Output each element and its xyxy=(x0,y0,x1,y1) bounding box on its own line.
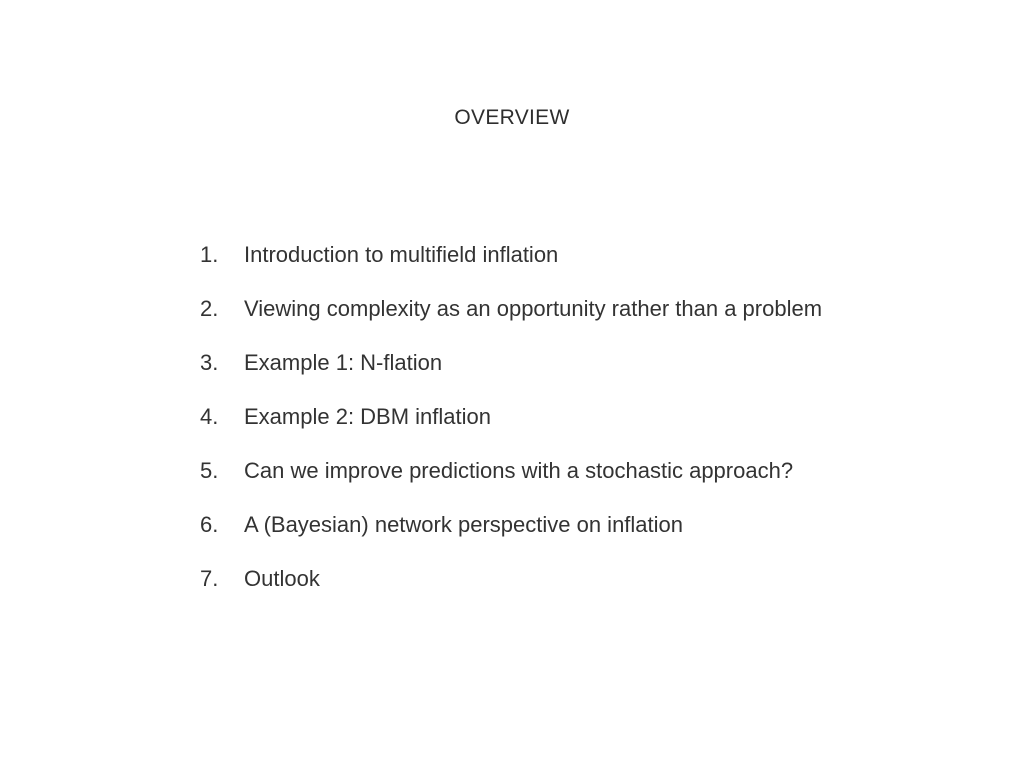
agenda-item xyxy=(200,404,822,458)
agenda-item-text: Can we improve predictions with a stochastic approach? xyxy=(244,458,794,483)
agenda-item xyxy=(200,566,822,620)
agenda-item xyxy=(200,296,822,350)
agenda-item-number: 4. xyxy=(200,404,219,429)
agenda-item-text: Introduction to multifield inflation xyxy=(244,242,559,267)
agenda-list xyxy=(200,242,822,620)
agenda-item xyxy=(200,458,822,512)
agenda-item xyxy=(200,512,822,566)
agenda-item-text: Example 1: N-flation xyxy=(244,350,443,375)
agenda-item-number: 5. xyxy=(200,458,219,483)
agenda-item-text: Outlook xyxy=(244,566,320,591)
agenda-item-number: 6. xyxy=(200,512,219,537)
agenda-item-text: A (Bayesian) network perspective on inflation xyxy=(244,512,684,537)
agenda-item xyxy=(200,350,822,404)
agenda-item-text: Viewing complexity as an opportunity rather than a problem xyxy=(244,296,823,321)
agenda-item-number: 1. xyxy=(200,242,219,267)
agenda-item-text: Example 2: DBM inflation xyxy=(244,404,491,429)
slide-title: OVERVIEW xyxy=(454,106,570,129)
agenda-item xyxy=(200,242,822,296)
agenda-item-number: 3. xyxy=(200,350,219,375)
agenda-item-number: 2. xyxy=(200,296,219,321)
agenda-item-number: 7. xyxy=(200,566,219,591)
